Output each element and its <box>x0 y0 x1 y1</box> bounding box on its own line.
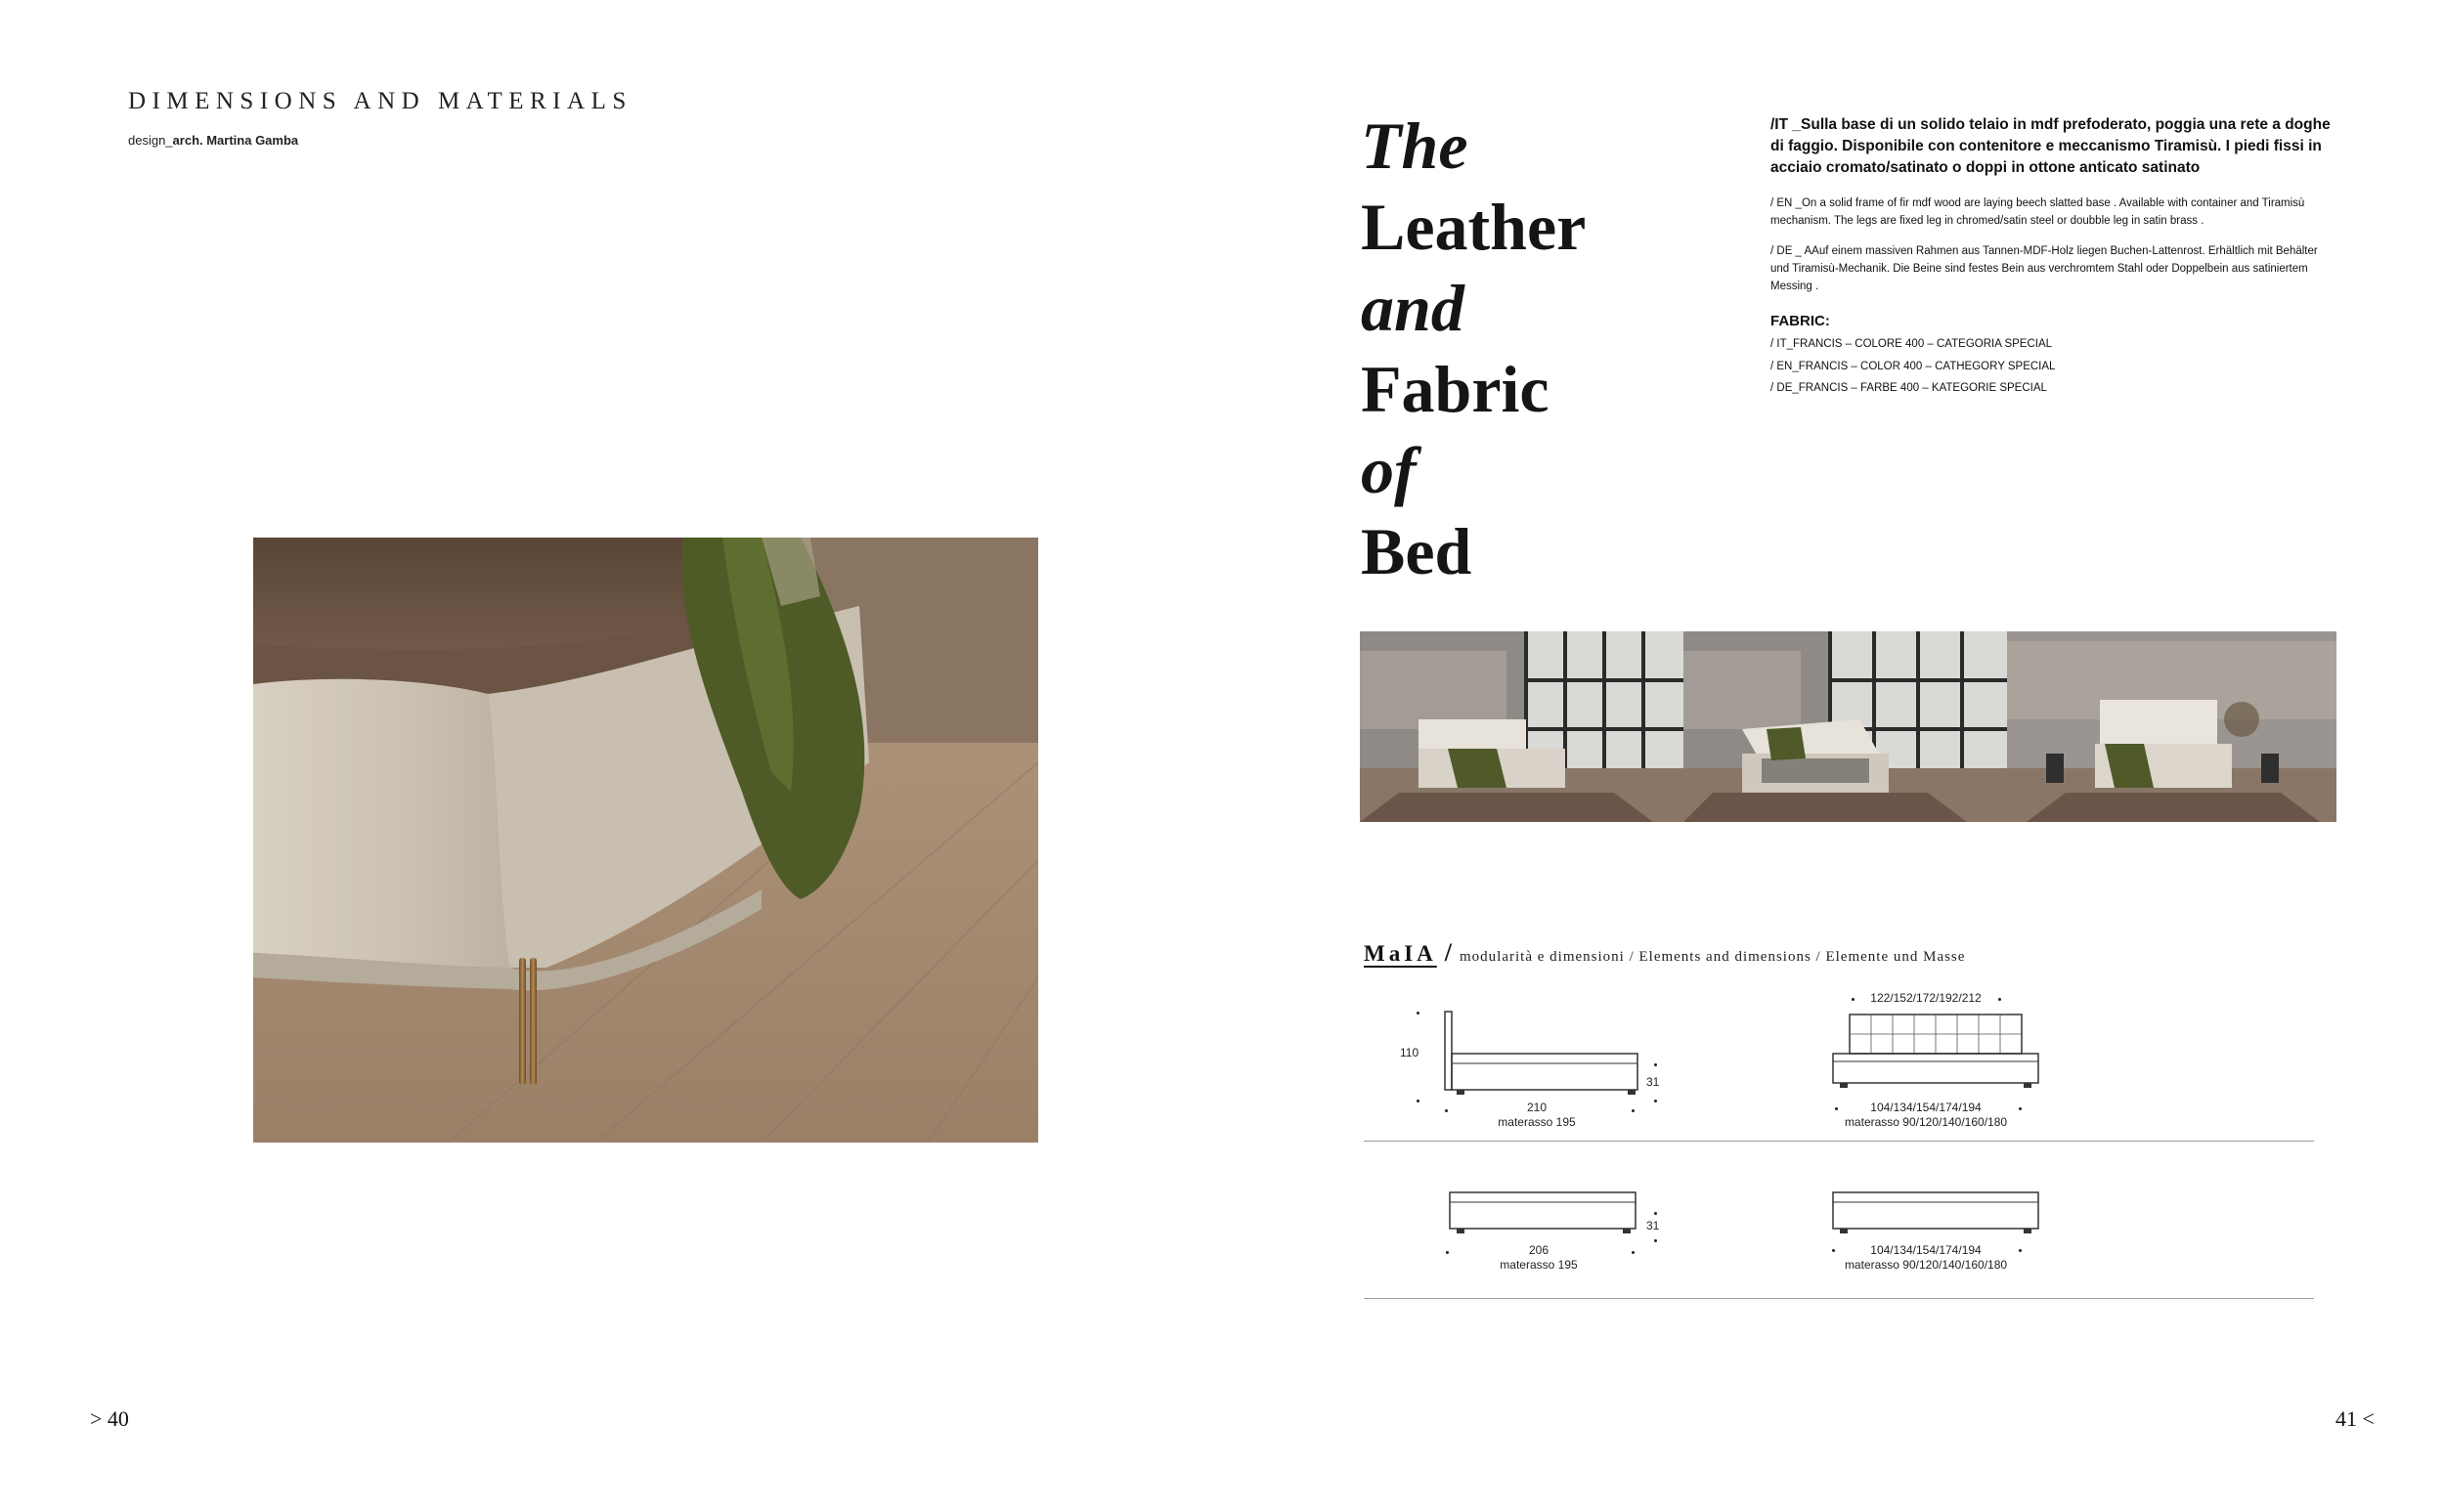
page-heading <box>1361 106 1683 592</box>
room-illustration-1 <box>1360 631 1683 822</box>
room-photo-1 <box>1360 631 1683 822</box>
dim-mattress-length: materasso 195 <box>1498 1115 1576 1129</box>
fabric-line-de: / DE_FRANCIS – FARBE 400 – KATEGORIE SPECIAL <box>1770 382 2047 394</box>
dim-width-2: 104/134/154/174/194 <box>1870 1243 1982 1257</box>
room-photo-2 <box>1683 631 2007 822</box>
dim-length: 210 <box>1526 1101 1548 1114</box>
designer-name: arch. Martina Gamba <box>172 133 299 148</box>
divider <box>1364 1298 2314 1299</box>
heading-line-2: Leather <box>1361 190 1587 264</box>
page-number-left: > 40 <box>90 1406 129 1431</box>
heading-line-3: and <box>1361 271 1464 345</box>
description-en: / EN _On a solid frame of fir mdf wood are laying beech slatted base . Available with container and Tiramisù mechanism. The legs are fixed leg in chromed/satin steel or doubble leg in satin brass . <box>1770 197 2305 227</box>
room-illustration-2 <box>1683 631 2007 822</box>
dim-side-height: 31 <box>1646 1075 1660 1089</box>
page-number-right: 41 < <box>2335 1406 2375 1431</box>
room-photo-strip <box>1360 631 2336 822</box>
fabric-title: FABRIC: <box>1770 313 1830 329</box>
bed-front-view-drawing <box>1828 1007 2043 1104</box>
dimension-marker <box>1654 1239 1657 1242</box>
room-illustration-3 <box>2007 631 2336 822</box>
heading-line-4: Fabric <box>1361 352 1549 426</box>
dim-side-height-2: 31 <box>1646 1219 1660 1232</box>
bed-detail-photo <box>253 538 1038 1143</box>
model-slash: / <box>1444 938 1453 967</box>
model-name: MaIA <box>1364 941 1437 966</box>
dimension-marker <box>1417 1100 1419 1102</box>
dim-length-2: 206 <box>1528 1243 1549 1257</box>
dim-top-width: 122/152/172/192/212 <box>1870 991 1982 1005</box>
dimension-marker <box>2019 1107 2022 1110</box>
fabric-line-en: / EN_FRANCIS – COLOR 400 – CATHEGORY SPECIAL <box>1770 360 2056 372</box>
heading-line-1: The <box>1361 108 1468 183</box>
model-subtitle: modularità e dimensioni / Elements and dimensions / Elemente und Masse <box>1460 949 1966 965</box>
bed-detail-illustration <box>253 538 1038 1143</box>
bed-side-view-drawing <box>1408 1007 1681 1114</box>
heading-line-5: of <box>1361 433 1417 507</box>
product-description <box>1770 114 2337 400</box>
section-title: DIMENSIONS AND MATERIALS <box>128 88 633 114</box>
room-photo-3 <box>2007 631 2336 822</box>
dim-mattress-width: materasso 90/120/140/160/180 <box>1844 1115 2008 1129</box>
dimension-marker <box>1632 1109 1635 1112</box>
dimension-marker <box>1654 1212 1657 1215</box>
dimension-marker <box>1654 1100 1657 1102</box>
model-header <box>1364 938 1965 968</box>
dimension-marker <box>1654 1063 1657 1066</box>
heading-line-6: Bed <box>1361 514 1472 588</box>
dim-height: 110 <box>1400 1046 1419 1059</box>
dimension-marker <box>2019 1249 2022 1252</box>
dimension-marker <box>1446 1251 1449 1254</box>
dimension-marker <box>1632 1251 1635 1254</box>
dim-mattress-length-2: materasso 195 <box>1500 1258 1578 1272</box>
dim-mattress-width-2: materasso 90/120/140/160/180 <box>1844 1258 2008 1272</box>
bed-side-view-drawing-2 <box>1447 1188 1642 1246</box>
bed-front-view-drawing-2 <box>1828 1188 2043 1246</box>
dimension-marker <box>1832 1249 1835 1252</box>
dimension-marker <box>1417 1012 1419 1015</box>
designer-prefix: design_ <box>128 133 173 148</box>
designer-credit <box>128 133 298 148</box>
dimension-marker <box>1998 998 2001 1001</box>
dimension-marker <box>1852 998 1855 1001</box>
dimension-marker <box>1445 1109 1448 1112</box>
fabric-line-it: / IT_FRANCIS – COLORE 400 – CATEGORIA SPECIAL <box>1770 338 2053 350</box>
dim-width: 104/134/154/174/194 <box>1870 1101 1982 1114</box>
description-it: /IT _Sulla base di un solido telaio in mdf prefoderato, poggia una rete a doghe di faggio. Disponibile con contenitore e meccanismo Tiramisù. I piedi fissi in acciaio cromato/satinato o doppi in ottone anticato satinato <box>1770 116 2331 176</box>
description-de: / DE _ AAuf einem massiven Rahmen aus Tannen-MDF-Holz liegen Buchen-Lattenrost. Erhältlich mit Behälter und Tiramisù-Mechanik. Die Beine sind festes Bein aus verchromtem Stahl oder Doppelbein aus satiniertem Messing . <box>1770 245 2318 292</box>
divider <box>1364 1141 2314 1142</box>
